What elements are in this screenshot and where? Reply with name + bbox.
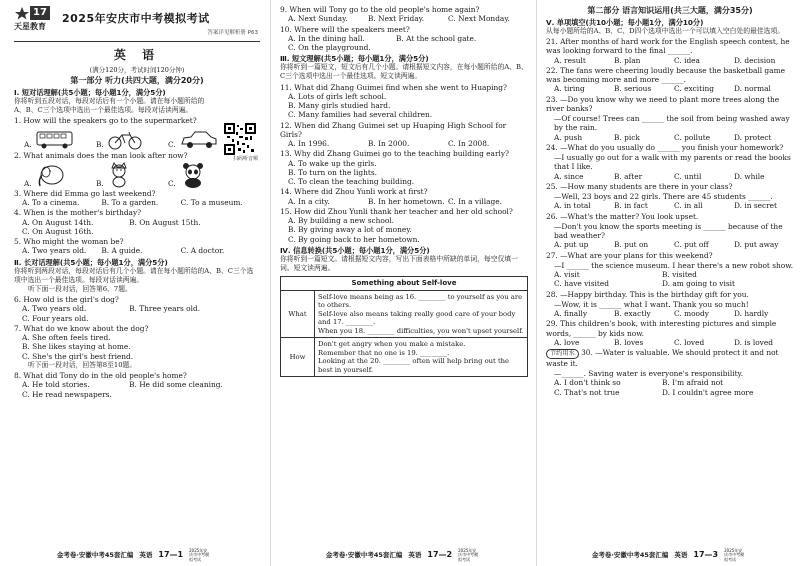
question-29-options <box>546 338 794 347</box>
question-4-options <box>14 218 260 237</box>
question-5-options <box>14 246 260 255</box>
option-c[interactable]: C. A doctor. <box>180 246 225 256</box>
question-30-options <box>546 378 794 397</box>
option-c[interactable]: C. exciting <box>674 84 714 94</box>
option-a[interactable]: A. By building a new school. <box>288 216 395 226</box>
question-4: 4. When is the mother's birthday? <box>14 208 142 218</box>
footer-subject: 英语 <box>408 551 422 560</box>
footer-subject: 英语 <box>674 551 688 560</box>
option-a[interactable]: A. To wake up the girls. <box>288 158 377 168</box>
option-b[interactable]: B. In her hometown. <box>368 196 445 206</box>
option-c[interactable]: C. idea <box>674 55 700 65</box>
option-b[interactable]: B. Many girls studied hard. <box>288 101 391 111</box>
footer-subject: 英语 <box>139 551 153 560</box>
page-number: 17—2 <box>427 550 453 560</box>
page-3 <box>538 0 800 566</box>
option-c[interactable]: C. moody <box>674 309 709 319</box>
page-1 <box>0 0 268 566</box>
question-23-options <box>546 133 794 142</box>
option-a[interactable]: A. in total <box>554 201 591 211</box>
option-c[interactable]: C. By going back to her hometown. <box>288 234 420 244</box>
page-2 <box>272 0 534 566</box>
option-c[interactable]: C. To clean the teaching building. <box>288 177 415 187</box>
option-b[interactable]: B. visited <box>662 270 697 280</box>
option-a[interactable]: A. finally <box>554 309 588 319</box>
option-c-panda[interactable]: C. <box>168 162 240 188</box>
option-c[interactable]: C. She's the girl's best friend. <box>22 351 134 361</box>
option-a[interactable]: A. In a city. <box>288 196 330 206</box>
table-title: Something about Self-love <box>281 277 528 291</box>
cat-icon <box>108 162 130 188</box>
section3-title: Ⅲ. 短文理解(共5小题；每小题1分，满分5分) <box>280 54 429 64</box>
question-10-options <box>280 34 528 53</box>
section2-title: Ⅱ. 长对话理解(共5小题；每小题1分，满分5分) <box>14 257 168 267</box>
question-30-text: 30. —Water is valuable. We should protect it and not waste it. <box>546 348 779 368</box>
option-a[interactable]: A. love <box>554 337 580 347</box>
option-a[interactable]: A. Next Sunday. <box>288 14 348 24</box>
footer-subtitle: 2025年安庆市中考模拟考试 <box>724 547 745 562</box>
option-a[interactable]: A. On August 14th. <box>22 217 94 227</box>
section1-instructions: 你将听到五段对话，每段对话后有一个小题。请在每小题所给的A、B、C三个选项中选出一个最佳选项。每段对话读两遍。 <box>14 97 205 115</box>
question-7-options <box>14 333 260 361</box>
option-d[interactable]: D. put away <box>734 240 779 250</box>
question-24: 24. —What do you usually do ______ you finish your homework? <box>546 142 784 152</box>
qr-caption: 扫码听音频 <box>232 156 258 162</box>
option-a[interactable]: A. Two years old. <box>22 246 87 256</box>
footer-subtitle: 2025年安庆市中考模拟考试 <box>458 547 479 562</box>
question-21: 21. After months of hard work for the English speech contest, he was looking forward to the final ______. <box>546 37 790 56</box>
option-a[interactable]: A. In 1996. <box>288 139 330 149</box>
option-b[interactable]: B. exactly <box>614 309 651 319</box>
car-icon <box>180 130 218 150</box>
option-b[interactable]: B. Three years old. <box>129 304 201 314</box>
blank-16-line[interactable]: Self-love means being as 16. ________ to yourself as you are to others. <box>318 292 523 310</box>
option-c[interactable]: C. in all <box>674 201 703 211</box>
option-b[interactable]: B. To turn on the lights. <box>288 167 377 177</box>
how-line-1: Don't get angry when you make a mistake. <box>318 340 466 349</box>
question-23-reply: —Of course! Trees can ______ the soil from being washed away by the rain. <box>554 114 790 133</box>
option-b[interactable]: B. I'm afraid not <box>662 378 724 388</box>
question-15-options <box>280 216 528 244</box>
option-c-car[interactable]: C. <box>168 130 240 150</box>
question-13: 13. Why did Zhang Guimei go to the teaching building early? <box>280 149 509 159</box>
qr-code-icon[interactable] <box>224 123 256 155</box>
question-22: 22. The fans were cheering loudly because the basketball game was becoming more and more ______. <box>546 65 785 85</box>
option-b[interactable]: B. On August 15th. <box>129 217 201 227</box>
option-a[interactable]: A. visit <box>554 270 580 280</box>
table-row-label-what: What <box>281 290 315 337</box>
question-13-options <box>280 159 528 187</box>
blank-18-line[interactable]: When you 18. ________ difficulties, you won't upset yourself. <box>318 326 524 335</box>
question-11: 11. What did Zhang Guimei find when she went to Huaping? <box>280 82 507 92</box>
bicycle-icon <box>108 130 142 150</box>
option-a[interactable]: A. push <box>554 132 583 142</box>
section3-instructions: 你将听到一篇短文，短文后有几个小题。请根据短文内容，在每小题所给的A、B、C三个选项中选出一个最佳选项。短文读两遍。 <box>280 63 528 81</box>
question-25-options <box>546 201 794 210</box>
question-27: 27. —What are your plans for this weekend? <box>546 250 713 260</box>
footer-brand: 金考卷·安徽中考45套汇编 <box>325 551 403 560</box>
question-25-reply: —Well, 23 boys and 22 girls. There are 45 students ______. <box>554 192 773 202</box>
question-28-reply: —Wow, it is ______ what I want. Thank you so much! <box>554 299 749 309</box>
option-d[interactable]: D. while <box>734 171 765 181</box>
option-c[interactable]: C. That's not true <box>554 387 620 397</box>
bus-icon <box>36 130 74 150</box>
page-footer <box>0 549 268 562</box>
option-b[interactable]: B. after <box>614 171 643 181</box>
question-24-reply: —I usually go out for a walk with my parents or read the books that I like. <box>554 153 791 172</box>
question-14: 14. Where did Zhou Yunli work at first? <box>280 187 428 197</box>
option-b[interactable]: B. plan <box>614 55 641 65</box>
option-a[interactable]: A. put up <box>554 240 589 250</box>
listening-note-1: 听下面一段对话，回答第6、7题。 <box>28 285 132 294</box>
question-30-reply: —______. Saving water is everyone's responsibility. <box>554 369 744 379</box>
section4-instructions: 你将听到一篇短文。请根据短文内容，写出下面表格中所缺的单词，每空仅填一词。短文读两遍。 <box>280 254 518 273</box>
table-row-label-how: How <box>281 338 315 377</box>
option-d[interactable]: D. I couldn't agree more <box>662 387 754 397</box>
question-5: 5. Who might the woman be? <box>14 237 124 247</box>
question-8: 8. What did Tony do in the old people's home? <box>14 371 187 381</box>
option-b[interactable]: B. She likes staying at home. <box>22 342 131 352</box>
question-6: 6. How old is the girl's dog? <box>14 295 119 305</box>
option-d[interactable]: D. hardly <box>734 309 769 319</box>
listening-note-2: 听下面一段对话，回答第8至10题。 <box>28 360 137 369</box>
option-c[interactable]: C. loved <box>674 337 705 347</box>
page-divider <box>270 0 271 566</box>
option-a[interactable]: A. Lots of girls left school. <box>288 91 387 101</box>
question-2-pictures <box>14 160 260 188</box>
question-25: 25. —How many students are there in your class? <box>546 181 733 191</box>
option-b[interactable]: B. He did some cleaning. <box>129 380 223 390</box>
option-b[interactable]: B. loves <box>614 337 644 347</box>
footer-brand: 金考卷·安徽中考45套汇编 <box>591 551 669 560</box>
answer-reference: 答案详见解析册 P63 <box>207 30 258 36</box>
option-d[interactable]: D. decision <box>734 55 776 65</box>
option-c[interactable]: C. Four years old. <box>22 313 89 323</box>
option-c[interactable]: C. put off <box>674 240 709 250</box>
option-b[interactable]: B. A guide. <box>101 246 143 256</box>
question-30 <box>546 348 794 368</box>
paper-number-badge: 17 <box>30 6 50 20</box>
question-26-reply: —Don't you know the sports meeting is ______ because of the bad weather? <box>554 221 783 241</box>
question-29: 29. This children's book, with interesting pictures and simple words, ______ by kids now. <box>546 319 777 338</box>
information-table <box>280 276 528 377</box>
question-1: 1. How will the speakers go to the supermarket? <box>14 116 197 126</box>
question-11-options <box>280 92 528 120</box>
option-b[interactable]: B. put on <box>614 240 649 250</box>
option-c[interactable]: C. On the playground. <box>288 43 371 52</box>
option-a[interactable]: A. since <box>554 171 584 181</box>
question-3-options <box>14 198 260 207</box>
option-b[interactable]: B. In 2000. <box>368 139 410 149</box>
question-8-options <box>14 380 260 399</box>
question-14-options <box>280 197 528 206</box>
question-27-reply: —I ______ the science museum. I hear there's a new robot show. <box>554 260 794 270</box>
page-footer <box>272 549 534 562</box>
option-d[interactable]: D. protect <box>734 132 772 142</box>
question-26: 26. —What's the matter? You look upset. <box>546 211 699 221</box>
option-b-cat[interactable]: B. <box>96 162 168 188</box>
footer-brand: 金考卷·安徽中考45套汇编 <box>56 551 134 560</box>
part1-title: 第一部分 听力(共四大题，满分20分) <box>70 76 204 86</box>
question-28-options <box>546 309 794 318</box>
option-a[interactable]: A. Two years old. <box>22 304 87 314</box>
section1-title: Ⅰ. 短对话理解(共5小题；每小题1分，满分5分) <box>14 88 166 98</box>
option-d[interactable]: D. normal <box>734 84 771 94</box>
option-a[interactable]: A. result <box>554 55 586 65</box>
option-a[interactable]: A. She often feels tired. <box>22 333 111 343</box>
topic-tag: 节约用水 <box>546 349 579 359</box>
star-icon <box>14 6 30 20</box>
section5-title: Ⅴ. 单项填空(共10小题；每小题1分，满分10分) <box>546 18 704 27</box>
page-number: 17—3 <box>693 550 719 560</box>
exam-title: 2025年安庆市中考模拟考试 <box>62 12 210 25</box>
footer-subtitle: 2025年安庆市中考模拟考试 <box>189 547 210 562</box>
section4-title: Ⅳ. 信息转换(共5小题；每小题1分，满分5分) <box>280 245 430 255</box>
page-footer <box>538 549 800 562</box>
elephant-icon <box>36 162 66 188</box>
option-b[interactable]: B. At the school gate. <box>396 33 477 43</box>
option-c[interactable]: C. To a museum. <box>180 198 243 208</box>
option-a[interactable]: A. tiring <box>554 84 585 94</box>
page-number: 17—1 <box>158 550 184 560</box>
option-a-elephant[interactable]: A. <box>24 162 96 188</box>
panda-icon <box>180 162 206 188</box>
option-c[interactable]: C. In 2008. <box>448 139 490 149</box>
logo-text: 天星教育 <box>14 22 46 31</box>
blank-20-line[interactable]: Looking at the 20. ________ often will help bring out the best in yourself. <box>318 357 510 374</box>
option-b[interactable]: B. pick <box>614 132 640 142</box>
page-divider <box>536 0 537 566</box>
part2-title: 第二部分 语言知识运用(共三大题，满分35分) <box>587 6 753 15</box>
blank-19-line[interactable]: Remember that no one is 19. ________. <box>318 348 450 357</box>
question-27-options <box>546 270 794 289</box>
option-b-bicycle[interactable]: B. <box>96 130 168 150</box>
option-c[interactable]: C. In a village. <box>448 196 503 206</box>
option-c[interactable]: C. Many families had several children. <box>288 110 433 120</box>
question-6-options <box>14 304 260 323</box>
question-21-options <box>546 56 794 65</box>
section5-instructions: 从每小题所给的A、B、C、D四个选项中选出一个可以填入空白处的最佳选项。 <box>546 27 785 35</box>
option-d[interactable]: D. in secret <box>734 201 778 211</box>
question-28: 28. —Happy birthday. This is the birthday gift for you. <box>546 289 749 299</box>
option-c[interactable]: C. have visited <box>554 279 609 289</box>
option-b[interactable]: B. To a garden. <box>101 198 159 208</box>
blank-17-line[interactable]: Self-love also means taking really good care of your body and 17. ________. <box>318 309 516 327</box>
question-3: 3. Where did Emma go last weekend? <box>14 188 156 198</box>
question-12-options <box>280 139 528 148</box>
option-c[interactable]: C. pollute <box>674 132 711 142</box>
option-c[interactable]: C. Next Monday. <box>448 14 510 24</box>
question-24-options <box>546 172 794 181</box>
option-a[interactable]: A. He told stories. <box>22 380 90 390</box>
question-9: 9. When will Tony go to the old people's home again? <box>280 5 480 14</box>
question-7: 7. What do we know about the dog? <box>14 323 149 333</box>
option-a[interactable]: A. I don't think so <box>554 378 621 388</box>
question-26-options <box>546 240 794 249</box>
page-header <box>14 6 260 42</box>
option-c[interactable]: C. until <box>674 171 702 181</box>
section2-instructions: 你将听到两段对话，每段对话后有几个小题。请在每小题所给的A、B、C三个选项中选出一个最佳选项。每段对话读两遍。 <box>14 266 254 284</box>
option-d[interactable]: D. am going to visit <box>662 279 735 289</box>
option-a[interactable]: A. To a cinema. <box>22 198 80 208</box>
question-10: 10. Where will the speakers meet? <box>280 24 410 34</box>
question-12: 12. When did Zhang Guimei set up Huaping High School for Girls? <box>280 120 507 139</box>
question-2: 2. What animals does the man look after now? <box>14 150 188 160</box>
subject-title: 英 语 <box>113 48 161 62</box>
full-score-note: (满分120分，考试时间120分钟) <box>89 66 185 74</box>
question-22-options <box>546 84 794 93</box>
option-d[interactable]: D. is loved <box>734 337 773 347</box>
option-a[interactable]: A. In the dining hall. <box>288 33 365 43</box>
table-cell-what <box>315 290 528 337</box>
table-cell-how <box>315 338 528 377</box>
option-b[interactable]: B. By giving away a lot of money. <box>288 225 412 235</box>
option-c[interactable]: C. On August 16th. <box>22 226 94 236</box>
option-b[interactable]: B. in fact <box>614 201 648 211</box>
question-23: 23. —Do you know why we need to plant more trees along the river banks? <box>546 94 780 113</box>
question-9-options <box>280 14 528 23</box>
option-a-bus[interactable]: A. <box>24 130 96 150</box>
option-c[interactable]: C. He read newspapers. <box>22 389 112 399</box>
question-15: 15. How did Zhou Yunli thank her teacher and her old school? <box>280 206 513 216</box>
option-b[interactable]: B. Next Friday. <box>368 14 425 24</box>
option-b[interactable]: B. serious <box>614 84 652 94</box>
